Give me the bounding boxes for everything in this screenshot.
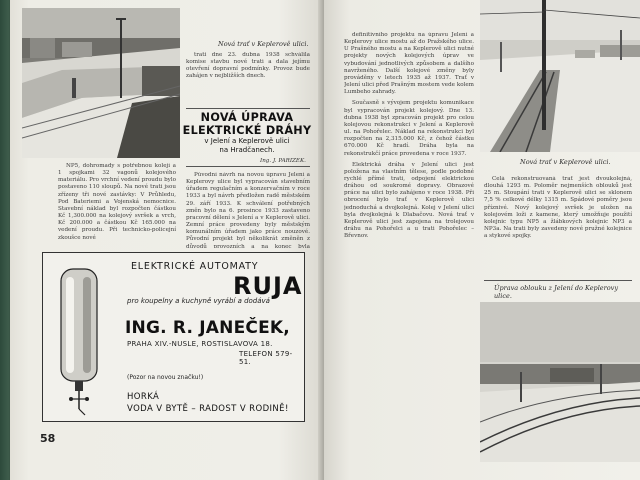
left-page <box>10 0 326 480</box>
left-column-1 <box>58 163 176 253</box>
headline-line-4: na Hradčanech. <box>219 146 275 154</box>
ad-slogan-1: HORKÁ <box>127 392 160 402</box>
right-page <box>324 0 640 480</box>
article-headline <box>182 111 312 155</box>
left-column-2-body <box>186 172 310 248</box>
headline-line-3: v Jelení a Keplerově ulici <box>204 137 290 145</box>
ad-line-1: ELEKTRICKÉ AUTOMATY <box>131 261 259 272</box>
ad-slogan-2: VODA V BYTĚ – RADOST V RODINĚ! <box>127 404 289 414</box>
right-column-1-text-c: Elektrická dráha v Jelení ulici jest položena na vlastním tělese, podle podobné rychlé přímé trati, odpojení elektrickou dráhou od soukromé dopravy. Obrazové práce na ulici bylo zahájeno v roce 1938. Při obrocení bylo trať v Keplerově ulici jednoduchá a dvojkolejná. Kolej v Jelení ulici byla dvojkolejná k Dlabačovu. Nová trať v Keplerově ulici jest zapojena na trolejovou dráhu na Pohořelci a u trati Pohořelec – Břevnov. <box>344 161 474 240</box>
right-column-1-text-a: definitivního projektu na úpravu Jelení a Keplerovy ulice mostu až do Pražského ulice. U Prašného mostu a na Keplerově ulici nutné projekty nových kolejových úprav ve vybudování jednotlivých způsobem a dalšího navrženého. Další kolejové změny byly prováděny v letech 1935 až 1937. Trať v Jelení ulici před Prašným mostem vede kolem Lumbeho zahrady. <box>344 32 474 96</box>
left-column-2-top-text: trati dne 23. dubna 1938 schválila komise stavbu nové trati a dala jejímu otevření dopravní podmínky. Provoz bude zahájen v nejbližších dnech. <box>186 52 310 80</box>
ad-line-3: pro koupelny a kuchyně vyrábí a dodává <box>127 297 270 305</box>
right-column-2 <box>484 176 632 282</box>
caption-rule <box>484 280 632 281</box>
page-number: 58 <box>40 432 56 445</box>
right-column-2-text: Celá rekonstruovaná trať jest dvoukolejná, dlouhá 1293 m. Poloměr nejmenších oblouků jest 25 m. Stoupání trati v Keplerově ulici se sklonem 7,5 % celkové délky 1315 m. Spádové poměry jsou příznivé. Nový kolejový svršek je uložen na kolejovém loži z kamene, který umožňuje použití kolejnic typu NP5 a žlábkových kolejnic NP3 a NP3a. Na trati byly zavedeny nové pružné kolejnice a stykové spojky. <box>484 176 632 240</box>
photo-new-track <box>480 0 640 152</box>
photo-street-winter <box>22 8 180 158</box>
headline-line-2: ELEKTRICKÉ DRÁHY <box>182 124 312 137</box>
left-column-2-body-text: Původní návrh na novou úpravu Jelení a Keplerovy ulice byl vypracován stavebním úřadem regulačním a konzervačním v roce 1933 a byl návrh předložen radě městském 29. září 1933. K schválení potřebných změn bylo na 6. prosince 1933 zastaveno pracovní dělení s Jelení a v Keplerově ulici. Zemní práce provedeny byly městským komunálním úřadem jako práce nouzové. Původní projekt byl několikrát změněn z důvodů provozních a na konec byla <box>186 172 310 248</box>
caption-bottom-right: Úprava oblouku z Jelení do Keplerovy ulice. <box>494 284 618 300</box>
right-column-1-text-b: Současně s vývojem projektu komunikace byl vypracován projekt kolejový. Dne 13. dubna 1938 byl zpracován projekt pro celou kolejovou rekonstrukci v Jelení a Keplerově ul. na Pohořelec. Náklad na rekonstrukci byl rozpočten na 2,315.000 Kč, z čehož částku 670.000 Kč hradí. Dráha byla na rekonstrukčí práce provedena v roce 1937. <box>344 100 474 157</box>
ad-address: PRAHA XIV.-NUSLE, ROSTISLAVOVA 18. <box>127 340 273 348</box>
right-column-1 <box>344 32 474 432</box>
left-column-1-text: NP5, dohromady s potřebnou kolejí a 1 spojkami 32 vagonů kolejového materiálu. Pro vrchní vedení proudu bylo postaveno 110 sloupů. Na nové trati jsou zřízeny tři nové zastávky: V Průhledu, Pod Bateriemi a Vojenská nemocnice. Stavební náklad byl rozpočten částkou Kč 1,300.000 na kolejový svršek a vrch, Kč 200.000 a částkou Kč 165.000 na vedení proudu. Při technicko-policejní zkoušce nové <box>58 163 176 241</box>
ad-note: (Pozor na novou značku!) <box>127 374 204 381</box>
ad-phone: TELEFON 579-51. <box>239 350 293 366</box>
ad-company: ING. R. JANEČEK, <box>125 318 290 338</box>
headline-line-1: NOVÁ ÚPRAVA <box>200 111 294 124</box>
article-author: Ing. J. PARIZEK. <box>260 158 306 164</box>
caption-top-left: Nová trať v Keplerově ulici. <box>218 40 309 48</box>
water-heater-illustration <box>57 267 101 417</box>
photo-curve <box>480 302 640 462</box>
left-column-2-top <box>186 52 310 104</box>
headline-rule-bottom <box>186 166 310 167</box>
advertisement-ruja <box>42 252 305 422</box>
caption-top-right: Nová trať v Keplerově ulici. <box>520 158 611 166</box>
headline-rule-top <box>186 108 310 109</box>
ad-brand: RUJA <box>233 272 303 300</box>
